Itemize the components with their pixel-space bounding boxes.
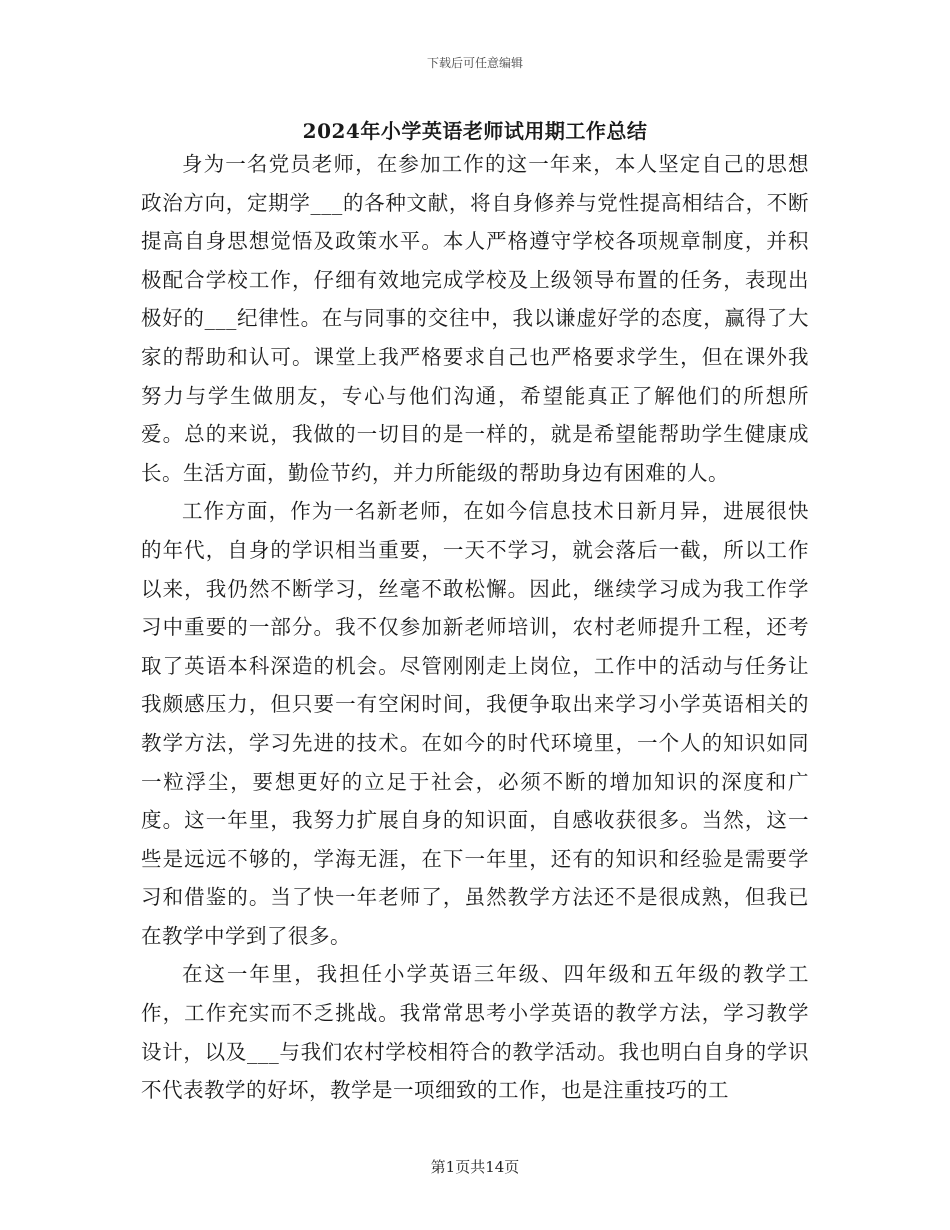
paragraph-3: 在这一年里，我担任小学英语三年级、四年级和五年级的教学工作，工作充实而不乏挑战。我常常思考小学英语的教学方法，学习教学设计，以及___与我们农村学校相符合的教学活动。我也明白自身的学识不代表教学的好坏，教学是一项细致的工作，也是注重技巧的工 [141, 962, 809, 1103]
paragraph-2: 工作方面，作为一名新老师，在如今信息技术日新月异，进展很快的年代，自身的学识相当重要，一天不学习，就会落后一截，所以工作以来，我仍然不断学习，丝毫不敢松懈。因此，继续学习成为我工作学习中重要的一部分。我不仅参加新老师培训，农村老师提升工程，还考取了英语本科深造的机会。尽管刚刚走上岗位，工作中的活动与任务让我颇感压力，但只要一有空闲时间，我便争取出来学习小学英语相关的教学方法，学习先进的技术。在如今的时代环境里，一个人的知识如同一粒浮尘，要想更好的立足于社会，必须不断的增加知识的深度和广度。这一年里，我努力扩展自身的知识面，自感收获很多。当然，这一些是远远不够的，学海无涯，在下一年里，还有的知识和经验是需要学习和借鉴的。当了快一年老师了，虽然教学方法还不是很成熟，但我已在教学中学到了很多。 [141, 499, 809, 948]
paragraph-1: 身为一名党员老师，在参加工作的这一年来，本人坚定自己的思想政治方向，定期学___的各种文献，将自身修养与党性提高相结合，不断提高自身思想觉悟及政策水平。本人严格遵守学校各项规章制度，并积极配合学校工作，仔细有效地完成学校及上级领导布置的任务，表现出极好的___纪律性。在与同事的交往中，我以谦虚好学的态度，赢得了大家的帮助和认可。课堂上我严格要求自己也严格要求学生，但在课外我努力与学生做朋友，专心与他们沟通，希望能真正了解他们的所想所爱。总的来说，我做的一切目的是一样的，就是希望能帮助学生健康成长。生活方面，勤俭节约，并力所能级的帮助身边有困难的人。 [141, 152, 809, 485]
document-body [141, 145, 809, 1110]
page-number: 第1页共14页 [430, 1158, 520, 1176]
header-note: 下载后可任意编辑 [426, 56, 523, 70]
document-title: 2024年小学英语老师试用期工作总结 [302, 119, 648, 143]
